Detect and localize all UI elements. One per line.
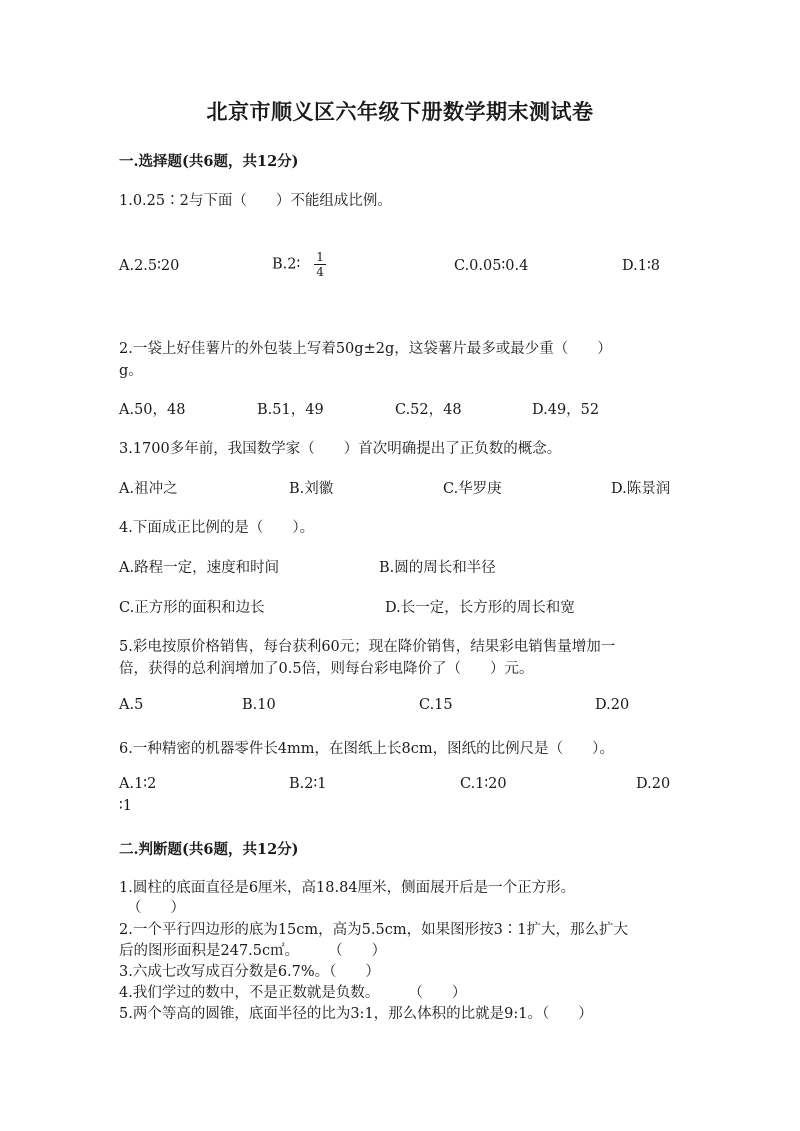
fraction-numerator: 1 [316, 250, 324, 264]
question-5-option-b: B.10 [242, 697, 276, 713]
judgement-5: 5.两个等高的圆锥，底面半径的比为3:1，那么体积的比就是9:1。（ ） [119, 1006, 593, 1022]
question-4-option-a: A.路程一定，速度和时间 [119, 560, 280, 576]
question-5-option-c: C.15 [419, 697, 453, 713]
question-3-option-c: C.华罗庚 [443, 481, 502, 497]
question-6-option-c: C.1∶20 [460, 776, 507, 792]
judgement-2-line-2: 后的图形面积是247.5c㎡。 （ ） [119, 943, 387, 959]
question-1-option-b [272, 250, 326, 279]
question-4-option-d: D.长一定，长方形的周长和宽 [385, 600, 575, 616]
question-1-option-c: C.0.05∶0.4 [454, 258, 529, 274]
question-6-option-a: A.1∶2 [119, 776, 157, 792]
question-4-option-c: C.正方形的面积和边长 [119, 600, 265, 616]
judgement-1-line-1: 1.圆柱的底面直径是6厘米，高18.84厘米，侧面展开后是一个正方形。 [119, 880, 576, 896]
question-2-option-d: D.49，52 [532, 402, 600, 418]
question-4-stem: 4.下面成正比例的是（ ）。 [119, 520, 315, 536]
question-3-stem: 3.1700多年前，我国数学家（ ）首次明确提出了正负数的概念。 [119, 441, 562, 457]
question-6-option-d: D.20 [636, 776, 671, 792]
fraction [314, 250, 326, 279]
question-2-stem-line-2: g。 [119, 363, 143, 379]
question-5-option-a: A.5 [119, 697, 144, 713]
question-6-option-d-continued: ∶1 [119, 798, 132, 814]
question-4-option-b: B.圆的周长和半径 [379, 560, 496, 576]
question-3-option-b: B.刘徽 [289, 481, 334, 497]
question-2-option-a: A.50，48 [119, 402, 186, 418]
judgement-1-line-2: （ ） [127, 900, 185, 916]
question-3-option-d: D.陈景润 [611, 481, 671, 497]
judgement-3: 3.六成七改写成百分数是6.7%。（ ） [119, 964, 380, 980]
question-5-option-d: D.20 [595, 697, 630, 713]
question-5-stem-line-1: 5.彩电按原价格销售，每台获利60元；现在降价销售，结果彩电销售量增加一 [119, 639, 616, 655]
question-2-option-b: B.51，49 [257, 402, 324, 418]
question-1-option-b-prefix: B.2∶ [272, 256, 301, 273]
question-1-option-a: A.2.5∶20 [119, 258, 180, 274]
judgement-4: 4.我们学过的数中，不是正数就是负数。 （ ） [119, 985, 467, 1001]
fraction-denominator: 4 [316, 265, 324, 279]
section-heading-choice: 一.选择题(共6题，共12分) [119, 153, 299, 170]
question-2-option-c: C.52，48 [395, 402, 462, 418]
question-3-option-a: A.祖冲之 [119, 481, 178, 497]
question-5-stem-line-2: 倍，获得的总利润增加了0.5倍，则每台彩电降价了（ ）元。 [119, 661, 534, 677]
judgement-2-line-1: 2.一个平行四边形的底为15cm，高为5.5cm，如果图形按3∶1扩大，那么扩大 [119, 922, 629, 938]
question-1-stem: 1.0.25∶2与下面（ ）不能组成比例。 [119, 193, 392, 209]
question-1-option-d: D.1∶8 [622, 258, 660, 274]
section-heading-judgement: 二.判断题(共6题，共12分) [119, 841, 299, 858]
question-6-stem: 6.一种精密的机器零件长4mm，在图纸上长8cm，图纸的比例尺是（ ）。 [119, 741, 614, 757]
question-6-option-b: B.2∶1 [289, 776, 327, 792]
page-title: 北京市顺义区六年级下册数学期末测试卷 [206, 99, 594, 124]
question-2-stem-line-1: 2.一袋上好佳薯片的外包装上写着50g±2g，这袋薯片最多或最少重（ ） [119, 341, 612, 357]
